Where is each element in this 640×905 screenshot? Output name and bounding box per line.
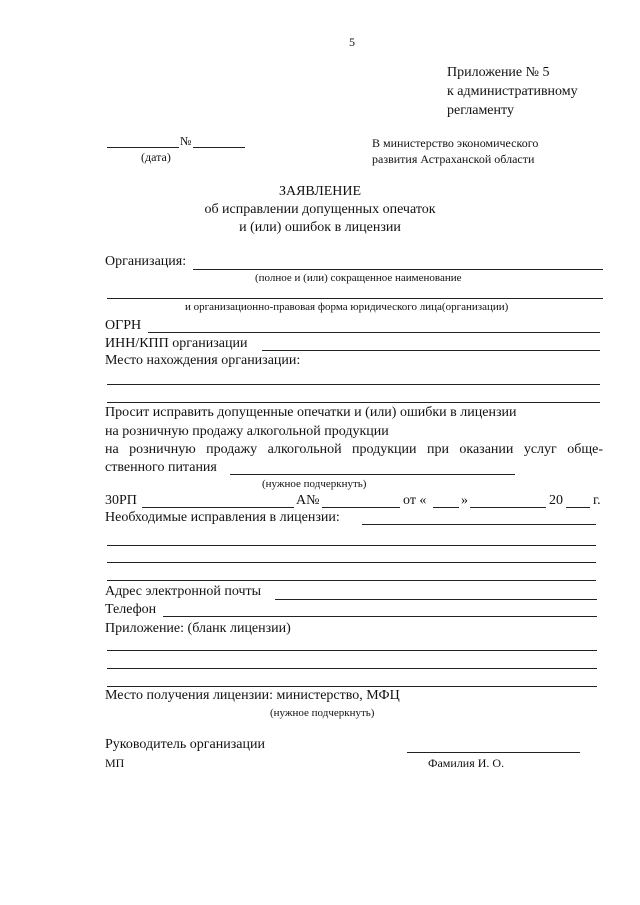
corrections-field-line-3[interactable] xyxy=(107,562,596,563)
date-field-line[interactable] xyxy=(107,147,179,148)
location-field-line-2[interactable] xyxy=(107,402,600,403)
inn-kpp-field-line[interactable] xyxy=(262,350,600,351)
license-a-number: А№ xyxy=(296,493,320,508)
attachment-field-line-2[interactable] xyxy=(107,668,597,669)
license-date-close-quote: » xyxy=(461,493,468,508)
email-label: Адрес электронной почты xyxy=(105,584,262,599)
phone-field-line[interactable] xyxy=(163,616,597,617)
organization-field-line[interactable] xyxy=(193,269,603,270)
appendix-line-3: регламенту xyxy=(447,103,514,118)
license-date-open: от « xyxy=(403,493,427,508)
name-caption: Фамилия И. О. xyxy=(428,756,505,770)
organization-hint-2: и организационно-правовая форма юридического лица(организации) xyxy=(185,301,509,313)
license-year-suffix: г. xyxy=(593,493,601,508)
organization-label: Организация: xyxy=(105,254,187,269)
license-series-line[interactable] xyxy=(142,507,294,508)
license-option-catering[interactable]: на розничную продажу алкогольной продукции при оказании услуг обще- xyxy=(105,442,603,457)
document-subtitle-2: и (или) ошибок в лицензии xyxy=(239,220,401,235)
receipt-hint: (нужное подчеркнуть) xyxy=(270,707,375,719)
attachment-field-line-3[interactable] xyxy=(107,686,597,687)
license-prefix: 30РП xyxy=(105,493,137,508)
document-title: ЗАЯВЛЕНИЕ xyxy=(278,184,362,199)
license-option-retail[interactable]: на розничную продажу алкогольной продукции xyxy=(105,424,389,439)
addressee-line-2: развития Астраханской области xyxy=(372,152,535,166)
inn-kpp-label: ИНН/КПП организации xyxy=(105,336,248,351)
ogrn-label: ОГРН xyxy=(105,318,142,333)
catering-field-line[interactable] xyxy=(230,474,515,475)
license-year-line[interactable] xyxy=(566,507,590,508)
license-month-line[interactable] xyxy=(470,507,546,508)
appendix-line-1: Приложение № 5 xyxy=(447,65,550,80)
signature-name-line[interactable] xyxy=(407,752,580,753)
page-number: 5 xyxy=(349,35,355,49)
license-day-line[interactable] xyxy=(433,507,459,508)
head-of-organization-label: Руководитель организации xyxy=(105,737,265,752)
date-caption: (дата) xyxy=(141,150,171,164)
corrections-field-line-2[interactable] xyxy=(107,545,596,546)
corrections-field-line-1[interactable] xyxy=(362,524,596,525)
location-field-line-1[interactable] xyxy=(107,384,600,385)
corrections-field-line-4[interactable] xyxy=(107,580,596,581)
underline-hint: (нужное подчеркнуть) xyxy=(262,478,367,490)
organization-hint-1: (полное и (или) сокращенное наименование xyxy=(255,272,462,284)
email-field-line[interactable] xyxy=(275,599,597,600)
license-number-line[interactable] xyxy=(322,507,400,508)
number-sign: № xyxy=(180,134,192,148)
attachment-field-line-1[interactable] xyxy=(107,650,597,651)
addressee-line-1: В министерство экономического xyxy=(372,136,539,150)
license-option-catering-cont: ственного питания xyxy=(105,460,217,475)
document-subtitle-1: об исправлении допущенных опечаток xyxy=(204,202,436,217)
request-text: Просит исправить допущенные опечатки и (или) ошибки в лицензии xyxy=(105,405,517,420)
number-field-line[interactable] xyxy=(193,147,245,148)
corrections-label: Необходимые исправления в лицензии: xyxy=(105,510,340,525)
stamp-label: МП xyxy=(105,756,125,770)
receipt-place-label: Место получения лицензии: министерство, МФЦ xyxy=(105,688,400,703)
phone-label: Телефон xyxy=(105,602,157,617)
location-label: Место нахождения организации: xyxy=(105,353,301,368)
organization-field-line-2[interactable] xyxy=(107,298,603,299)
ogrn-field-line[interactable] xyxy=(148,332,600,333)
appendix-line-2: к административному xyxy=(447,84,578,99)
attachment-label: Приложение: (бланк лицензии) xyxy=(105,621,291,636)
license-year-prefix: 20 xyxy=(549,493,563,508)
